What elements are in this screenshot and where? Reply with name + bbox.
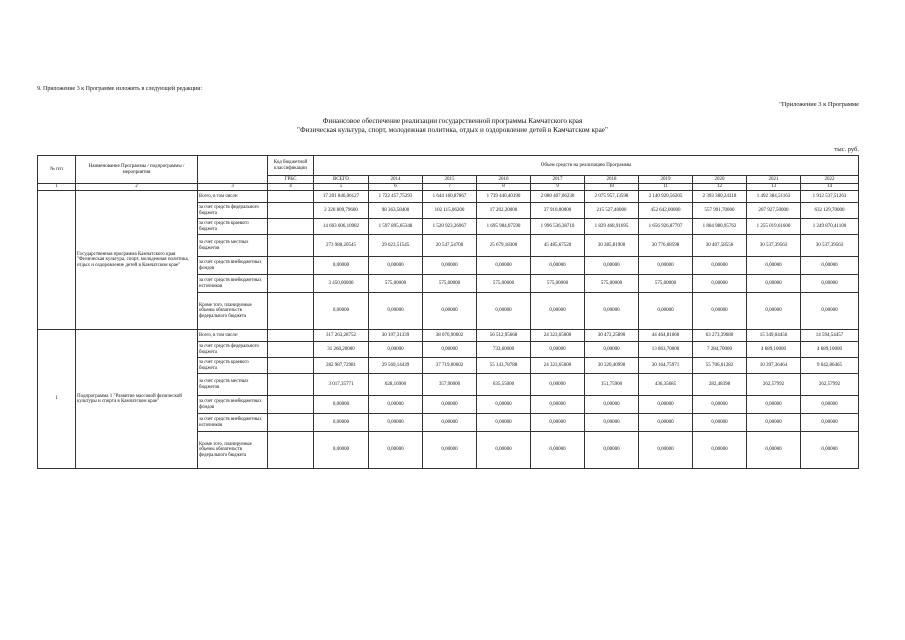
year-value-cell: 0,00000 [747,396,801,414]
year-value-cell: 10 397,36464 [747,358,801,374]
year-value-cell: 0,00000 [423,414,477,432]
funding-source-label: Всего, в том числе: [198,330,268,342]
column-number: 7 [423,184,477,191]
grbs-cell [268,275,314,293]
year-value-cell: 0,00000 [693,396,747,414]
title-line-2: "Физическая культура, спорт, молодежная политика, отдых и оздоровление детей в Камчатском крае" [297,126,608,134]
year-value-cell: 30 537,39563 [747,235,801,257]
year-value-cell: 30 472,25890 [585,330,639,342]
funding-source-label: Всего, в том числе: [198,191,268,203]
program-name: Подпрограмма 1 "Развитие массовой физической культуры и спорта в Камчатском крае" [76,330,198,469]
appendix-label: "Приложение 3 к Программе [779,101,859,108]
year-value-cell: 1 739 440,40190 [477,191,531,203]
total-value-cell: 3 017,35771 [314,374,369,396]
year-value-cell: 0,00000 [693,293,747,330]
column-number: 4 [268,184,314,191]
year-value-cell: 55 706,61282 [693,358,747,374]
year-value-cell: 0,00000 [477,293,531,330]
column-number: 13 [747,184,801,191]
total-value-cell: 273 980,20545 [314,235,369,257]
column-number: 12 [693,184,747,191]
year-value-cell: 0,00000 [369,293,423,330]
year-value-cell: 635,55000 [477,374,531,396]
column-number-row [38,184,859,191]
header-year: 2015 [423,176,477,184]
column-number: 1 [38,184,76,191]
year-value-cell: 14 594,54457 [801,330,859,342]
program-name: Государственная программа Камчатского края "Физическая культура, спорт, молодежная политика, отдых и оздоровление детей в Камчатском крае" [76,191,198,330]
year-value-cell: 0,00000 [747,257,801,275]
grbs-cell [268,358,314,374]
year-value-cell: 0,00000 [639,432,693,469]
year-value-cell: 98 363,58400 [369,203,423,219]
year-value-cell: 0,00000 [585,257,639,275]
funding-source-label: за счет средств внебюджетных фондов [198,396,268,414]
year-value-cell: 0,00000 [423,257,477,275]
year-value-cell: 0,00000 [747,414,801,432]
table-row [38,191,859,203]
amendment-note: 9. Приложение 3 к Программе изложить в следующей редакции: [37,86,203,92]
grbs-cell [268,219,314,235]
year-value-cell: 0,00000 [801,396,859,414]
header-year: 2014 [369,176,423,184]
year-value-cell: 262,57992 [747,374,801,396]
document-title [0,117,905,135]
year-value-cell: 733,60000 [477,342,531,358]
year-value-cell: 0,00000 [531,396,585,414]
year-value-cell: 0,00000 [639,293,693,330]
year-value-cell: 575,00000 [423,275,477,293]
year-value-cell: 1 597 895,65348 [369,219,423,235]
year-value-cell: 0,00000 [369,257,423,275]
year-value-cell: 24 323,65000 [531,358,585,374]
year-value-cell: 0,00000 [693,432,747,469]
year-value-cell: 1 644 160,87867 [423,191,477,203]
year-value-cell: 17 202,20000 [477,203,531,219]
year-value-cell: 4 689,10000 [747,342,801,358]
year-value-cell: 282,48398 [693,374,747,396]
column-number: 9 [531,184,585,191]
year-value-cell: 0,00000 [801,414,859,432]
year-value-cell: 0,00000 [639,257,693,275]
year-value-cell: 0,00000 [531,293,585,330]
year-value-cell: 0,00000 [639,396,693,414]
year-value-cell: 1 255 019,61600 [747,219,801,235]
table-row [38,330,859,342]
funding-source-label: за счет средств внебюджетных источников [198,414,268,432]
total-value-cell: 3 450,00000 [314,275,369,293]
grbs-cell [268,414,314,432]
total-value-cell: 0,00000 [314,257,369,275]
header-blank [198,156,268,184]
year-value-cell: 0,00000 [531,374,585,396]
year-value-cell: 2 393 380,24318 [693,191,747,203]
year-value-cell: 0,00000 [477,432,531,469]
year-value-cell: 37 719,00602 [423,358,477,374]
year-value-cell: 0,00000 [369,432,423,469]
year-value-cell: 0,00000 [585,396,639,414]
grbs-cell [268,396,314,414]
year-value-cell: 0,00000 [531,257,585,275]
year-value-cell: 0,00000 [531,342,585,358]
column-number: 14 [801,184,859,191]
year-value-cell: 4 689,10000 [801,342,859,358]
total-value-cell: 0,00000 [314,293,369,330]
column-number: 5 [314,184,369,191]
year-value-cell: 7 284,70000 [693,342,747,358]
year-value-cell: 0,00000 [693,257,747,275]
year-value-cell: 2 075 957,13598 [585,191,639,203]
year-value-cell: 44 464,81660 [639,330,693,342]
grbs-cell [268,330,314,342]
header-name: Наименование Программы / подпрограммы / мероприятия [76,156,198,184]
units-label: тыс. руб. [834,146,859,153]
total-value-cell: 282 987,72981 [314,358,369,374]
funding-source-label: за счет средств краевого бюджета [198,219,268,235]
year-value-cell: 30 537,39563 [801,235,859,257]
funding-source-label: за счет средств местных бюджетов [198,235,268,257]
total-value-cell: 31 260,20000 [314,342,369,358]
year-value-cell: 56 512,95668 [477,330,531,342]
year-value-cell: 151,75900 [585,374,639,396]
column-number: 6 [369,184,423,191]
year-value-cell: 0,00000 [423,342,477,358]
header-year: 2017 [531,176,585,184]
year-value-cell: 1 249 870,41100 [801,219,859,235]
column-number: 11 [639,184,693,191]
year-value-cell: 63 273,39680 [693,330,747,342]
year-value-cell: 2 080 407,06230 [531,191,585,203]
grbs-cell [268,257,314,275]
table-body [38,191,859,469]
year-value-cell: 215 527,40000 [585,203,639,219]
year-value-cell: 0,00000 [423,293,477,330]
funding-source-label: за счет средств внебюджетных фондов [198,257,268,275]
year-value-cell: 1 520 923,26967 [423,219,477,235]
title-line-1: Финансовое обеспечение реализации государственной программы Камчатского края [322,117,583,125]
year-value-cell: 45 485,67520 [531,235,585,257]
year-value-cell: 575,00000 [531,275,585,293]
year-value-cell: 1 996 536,38710 [531,219,585,235]
year-value-cell: 0,00000 [423,432,477,469]
year-value-cell: 575,00000 [639,275,693,293]
year-value-cell: 29 569,14439 [369,358,423,374]
year-value-cell: 0,00000 [693,275,747,293]
year-value-cell: 38 076,90602 [423,330,477,342]
year-value-cell: 0,00000 [585,293,639,330]
year-value-cell: 30 320,40990 [585,358,639,374]
funding-source-label: Кроме того, планируемые объемы обязательств федерального бюджета [198,293,268,330]
year-value-cell: 1 695 984,07590 [477,219,531,235]
financing-table [37,155,859,469]
year-value-cell: 0,00000 [747,293,801,330]
year-value-cell: 207 927,50000 [747,203,801,219]
year-value-cell: 0,00000 [369,414,423,432]
header-year: 2022 [801,176,859,184]
year-value-cell: 13 863,70000 [639,342,693,358]
year-value-cell: 1 722 457,75293 [369,191,423,203]
year-value-cell: 30 385,81900 [585,235,639,257]
year-value-cell: 262,57992 [801,374,859,396]
year-value-cell: 0,00000 [531,414,585,432]
total-value-cell: 14 603 606,10982 [314,219,369,235]
year-value-cell: 0,00000 [585,414,639,432]
total-value-cell: 0,00000 [314,432,369,469]
funding-source-label: за счет средств внебюджетных источников [198,275,268,293]
header-year: 2020 [693,176,747,184]
year-value-cell: 1 912 537,51263 [801,191,859,203]
grbs-cell [268,203,314,219]
year-value-cell: 37 910,00000 [531,203,585,219]
year-value-cell: 0,00000 [801,275,859,293]
column-number: 8 [477,184,531,191]
year-value-cell: 452 642,00000 [639,203,693,219]
grbs-cell [268,374,314,396]
year-value-cell: 1 804 980,95762 [693,219,747,235]
year-value-cell: 0,00000 [477,257,531,275]
grbs-cell [268,191,314,203]
year-value-cell: 102 115,06200 [423,203,477,219]
grbs-cell [268,342,314,358]
year-value-cell: 9 642,86465 [801,358,859,374]
row-number: 1 [38,330,76,469]
year-value-cell: 30 197,31339 [369,330,423,342]
header-num: № п/п [38,156,76,184]
funding-source-label: за счет средств местных бюджетов [198,374,268,396]
year-value-cell: 0,00000 [747,275,801,293]
header-grbs: ГРБС [268,176,314,184]
year-value-cell: 0,00000 [585,432,639,469]
year-value-cell: 357,90000 [423,374,477,396]
funding-source-label: за счет средств краевого бюджета [198,358,268,374]
year-value-cell: 0,00000 [369,396,423,414]
year-value-cell: 55 143,78788 [477,358,531,374]
year-value-cell: 25 679,18300 [477,235,531,257]
year-value-cell: 30 407,58556 [693,235,747,257]
total-value-cell: 2 320 809,79600 [314,203,369,219]
year-value-cell: 0,00000 [801,432,859,469]
year-value-cell: 0,00000 [693,414,747,432]
year-value-cell: 0,00000 [585,342,639,358]
total-value-cell: 317 263,28752 [314,330,369,342]
year-value-cell: 0,00000 [477,396,531,414]
funding-source-label: Кроме того, планируемые объемы обязательств федерального бюджета [198,432,268,469]
year-value-cell: 436,35685 [639,374,693,396]
year-value-cell: 30 776,08598 [639,235,693,257]
year-value-cell: 575,00000 [369,275,423,293]
grbs-cell [268,293,314,330]
year-value-cell: 0,00000 [531,432,585,469]
year-value-cell: 30 164,75971 [639,358,693,374]
year-value-cell: 15 349,04456 [747,330,801,342]
year-value-cell: 2 140 920,56205 [639,191,693,203]
header-code: Код бюджетной классификации [268,156,314,176]
year-value-cell: 557 991,70000 [693,203,747,219]
year-value-cell: 0,00000 [747,432,801,469]
column-number: 10 [585,184,639,191]
year-value-cell: 575,00000 [585,275,639,293]
grbs-cell [268,235,314,257]
year-value-cell: 29 623,51545 [369,235,423,257]
year-value-cell: 1 492 384,51163 [747,191,801,203]
total-value-cell: 17 201 846,06127 [314,191,369,203]
year-value-cell: 1 829 468,91695 [585,219,639,235]
header-year: 2016 [477,176,531,184]
funding-source-label: за счет средств федерального бюджета [198,342,268,358]
header-year: 2021 [747,176,801,184]
total-value-cell: 0,00000 [314,414,369,432]
year-value-cell: 0,00000 [477,414,531,432]
year-value-cell: 0,00000 [369,342,423,358]
column-number: 2 [76,184,198,191]
year-value-cell: 0,00000 [801,293,859,330]
year-value-cell: 24 323,65000 [531,330,585,342]
header-total: ВСЕГО [314,176,369,184]
column-number: 3 [198,184,268,191]
year-value-cell: 0,00000 [639,414,693,432]
year-value-cell: 0,00000 [423,396,477,414]
header-volume: Объем средств на реализацию Программы [314,156,859,176]
year-value-cell: 1 656 926,87707 [639,219,693,235]
grbs-cell [268,432,314,469]
year-value-cell: 632 129,70000 [801,203,859,219]
year-value-cell: 575,00000 [477,275,531,293]
year-value-cell: 0,00000 [801,257,859,275]
header-year: 2018 [585,176,639,184]
header-year: 2019 [639,176,693,184]
total-value-cell: 0,00000 [314,396,369,414]
row-number [38,191,76,330]
year-value-cell: 628,16900 [369,374,423,396]
year-value-cell: 20 547,54700 [423,235,477,257]
funding-source-label: за счет средств федерального бюджета [198,203,268,219]
